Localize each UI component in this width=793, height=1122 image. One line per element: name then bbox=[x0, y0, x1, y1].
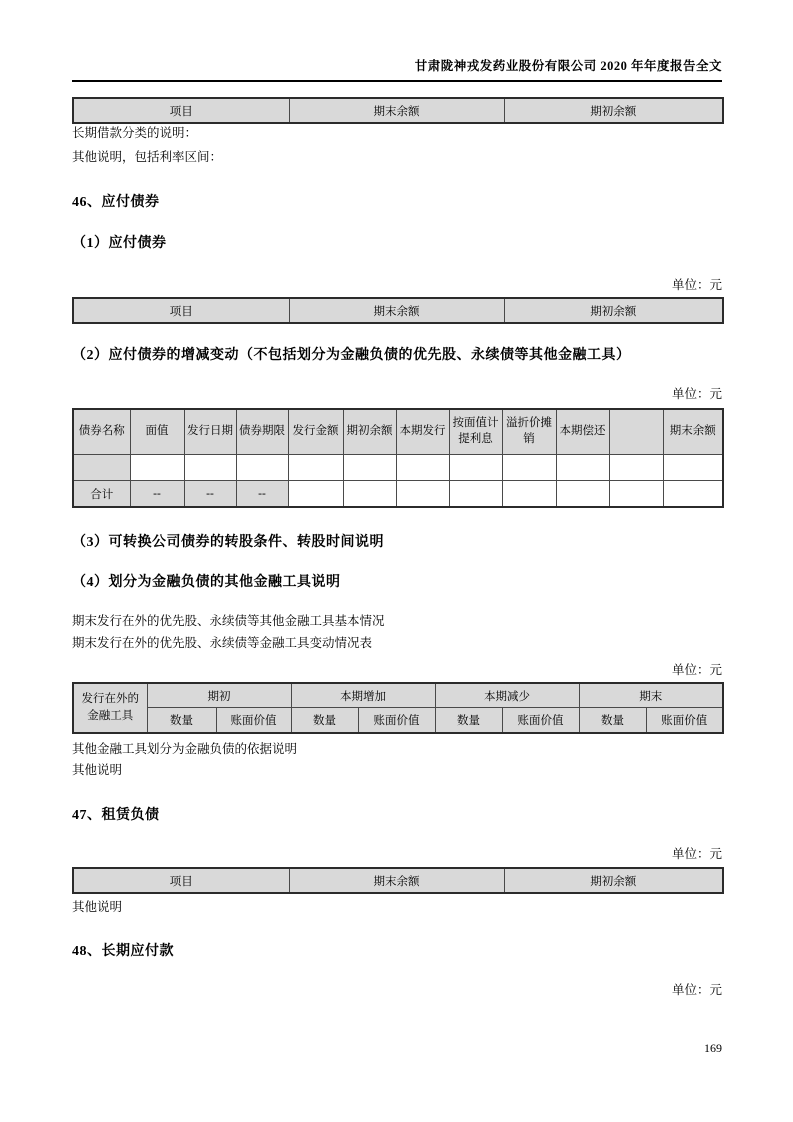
bond-cell: -- bbox=[184, 481, 236, 508]
report-header-title: 甘肃陇神戎发药业股份有限公司 2020 年年度报告全文 bbox=[72, 56, 722, 82]
bond-cell bbox=[288, 481, 343, 508]
bond-col-premium-amortization: 溢折价摊销 bbox=[502, 409, 556, 455]
fin-group-opening: 期初 bbox=[147, 683, 291, 708]
bond-cell bbox=[449, 455, 502, 481]
bond-cell bbox=[396, 481, 449, 508]
section-46-1-title: （1）应付债券 bbox=[72, 236, 167, 251]
table-header-cell: 期初余额 bbox=[504, 298, 723, 323]
other-note: 其他说明 bbox=[72, 763, 123, 777]
fin-group-closing: 期末 bbox=[579, 683, 723, 708]
table-header-cell: 期初余额 bbox=[504, 868, 723, 893]
table-header-cell: 期初余额 bbox=[504, 98, 723, 123]
bond-cell bbox=[449, 481, 502, 508]
bond-col-closing-balance: 期末余额 bbox=[663, 409, 723, 455]
lease-liabilities-table bbox=[72, 867, 724, 894]
table-header-cell: 期末余额 bbox=[289, 298, 504, 323]
section-46-2-title: （2）应付债券的增减变动（不包括划分为金融负债的优先股、永续债等其他金融工具） bbox=[72, 348, 631, 363]
bond-cell: -- bbox=[130, 481, 184, 508]
bond-cell bbox=[343, 455, 396, 481]
bond-cell bbox=[609, 481, 663, 508]
fin-sub-carrying-value: 账面价值 bbox=[646, 708, 723, 734]
table-header-cell: 项目 bbox=[73, 98, 289, 123]
fin-group-decrease: 本期减少 bbox=[435, 683, 579, 708]
bond-cell bbox=[556, 455, 609, 481]
fin-corner-label: 发行在外的金融工具 bbox=[81, 692, 139, 722]
fin-sub-quantity: 数量 bbox=[291, 708, 358, 734]
fin-sub-quantity: 数量 bbox=[435, 708, 502, 734]
section-46-title: 46、应付债券 bbox=[72, 195, 160, 210]
bond-col-interest-at-face: 按面值计提利息 bbox=[449, 409, 502, 455]
bond-col-issue-date: 发行日期 bbox=[184, 409, 236, 455]
bond-movement-table bbox=[72, 408, 724, 508]
fin-sub-quantity: 数量 bbox=[147, 708, 216, 734]
loan-other-note: 其他说明，包括利率区间： bbox=[72, 150, 223, 164]
unit-label: 单位：元 bbox=[671, 847, 722, 861]
bond-col-face-value: 面值 bbox=[130, 409, 184, 455]
bond-col-issue-amount: 发行金额 bbox=[288, 409, 343, 455]
bond-col-name: 债券名称 bbox=[73, 409, 130, 455]
bond-col-current-repayment: 本期偿还 bbox=[556, 409, 609, 455]
unit-label: 单位：元 bbox=[671, 387, 722, 401]
loan-classification-note: 长期借款分类的说明： bbox=[72, 126, 198, 140]
outstanding-basic-note: 期末发行在外的优先股、永续债等其他金融工具基本情况 bbox=[72, 614, 385, 628]
outstanding-change-note: 期末发行在外的优先股、永续债等金融工具变动情况表 bbox=[72, 636, 373, 650]
bond-col-opening-balance: 期初余额 bbox=[343, 409, 396, 455]
bond-cell bbox=[663, 481, 723, 508]
fin-corner-cell bbox=[73, 683, 147, 733]
bond-cell bbox=[184, 455, 236, 481]
bond-col-blank bbox=[609, 409, 663, 455]
section-46-3-title: （3）可转换公司债券的转股条件、转股时间说明 bbox=[72, 535, 384, 550]
bonds-payable-table bbox=[72, 297, 724, 324]
bond-total-label: 合计 bbox=[73, 481, 130, 508]
bond-cell bbox=[663, 455, 723, 481]
section-47-title: 47、租赁负债 bbox=[72, 808, 160, 823]
fin-group-increase: 本期增加 bbox=[291, 683, 435, 708]
unit-label: 单位：元 bbox=[671, 663, 722, 677]
financial-instruments-table bbox=[72, 682, 724, 734]
table-row-total bbox=[73, 481, 723, 508]
bond-cell bbox=[502, 481, 556, 508]
bond-col-current-issue: 本期发行 bbox=[396, 409, 449, 455]
bond-cell bbox=[609, 455, 663, 481]
bond-cell bbox=[73, 455, 130, 481]
fin-sub-quantity: 数量 bbox=[579, 708, 646, 734]
table-header-cell: 项目 bbox=[73, 298, 289, 323]
bond-cell bbox=[396, 455, 449, 481]
bond-cell bbox=[236, 455, 288, 481]
bond-cell bbox=[130, 455, 184, 481]
other-note: 其他说明 bbox=[72, 900, 123, 914]
bond-cell bbox=[502, 455, 556, 481]
fin-sub-carrying-value: 账面价值 bbox=[358, 708, 435, 734]
bond-cell: -- bbox=[236, 481, 288, 508]
bond-cell bbox=[288, 455, 343, 481]
bond-cell bbox=[343, 481, 396, 508]
table-header-cell: 项目 bbox=[73, 868, 289, 893]
unit-label: 单位：元 bbox=[671, 983, 722, 997]
table-header-cell: 期末余额 bbox=[289, 98, 504, 123]
unit-label: 单位：元 bbox=[671, 278, 722, 292]
table-header-cell: 期末余额 bbox=[289, 868, 504, 893]
page-number: 169 bbox=[704, 1041, 722, 1055]
loan-classification-table bbox=[72, 97, 724, 124]
bond-col-term: 债券期限 bbox=[236, 409, 288, 455]
fin-sub-carrying-value: 账面价值 bbox=[216, 708, 291, 734]
section-48-title: 48、长期应付款 bbox=[72, 944, 174, 959]
bond-cell bbox=[556, 481, 609, 508]
liability-basis-note: 其他金融工具划分为金融负债的依据说明 bbox=[72, 742, 298, 756]
fin-sub-carrying-value: 账面价值 bbox=[502, 708, 579, 734]
section-46-4-title: （4）划分为金融负债的其他金融工具说明 bbox=[72, 575, 341, 590]
table-row bbox=[73, 455, 723, 481]
